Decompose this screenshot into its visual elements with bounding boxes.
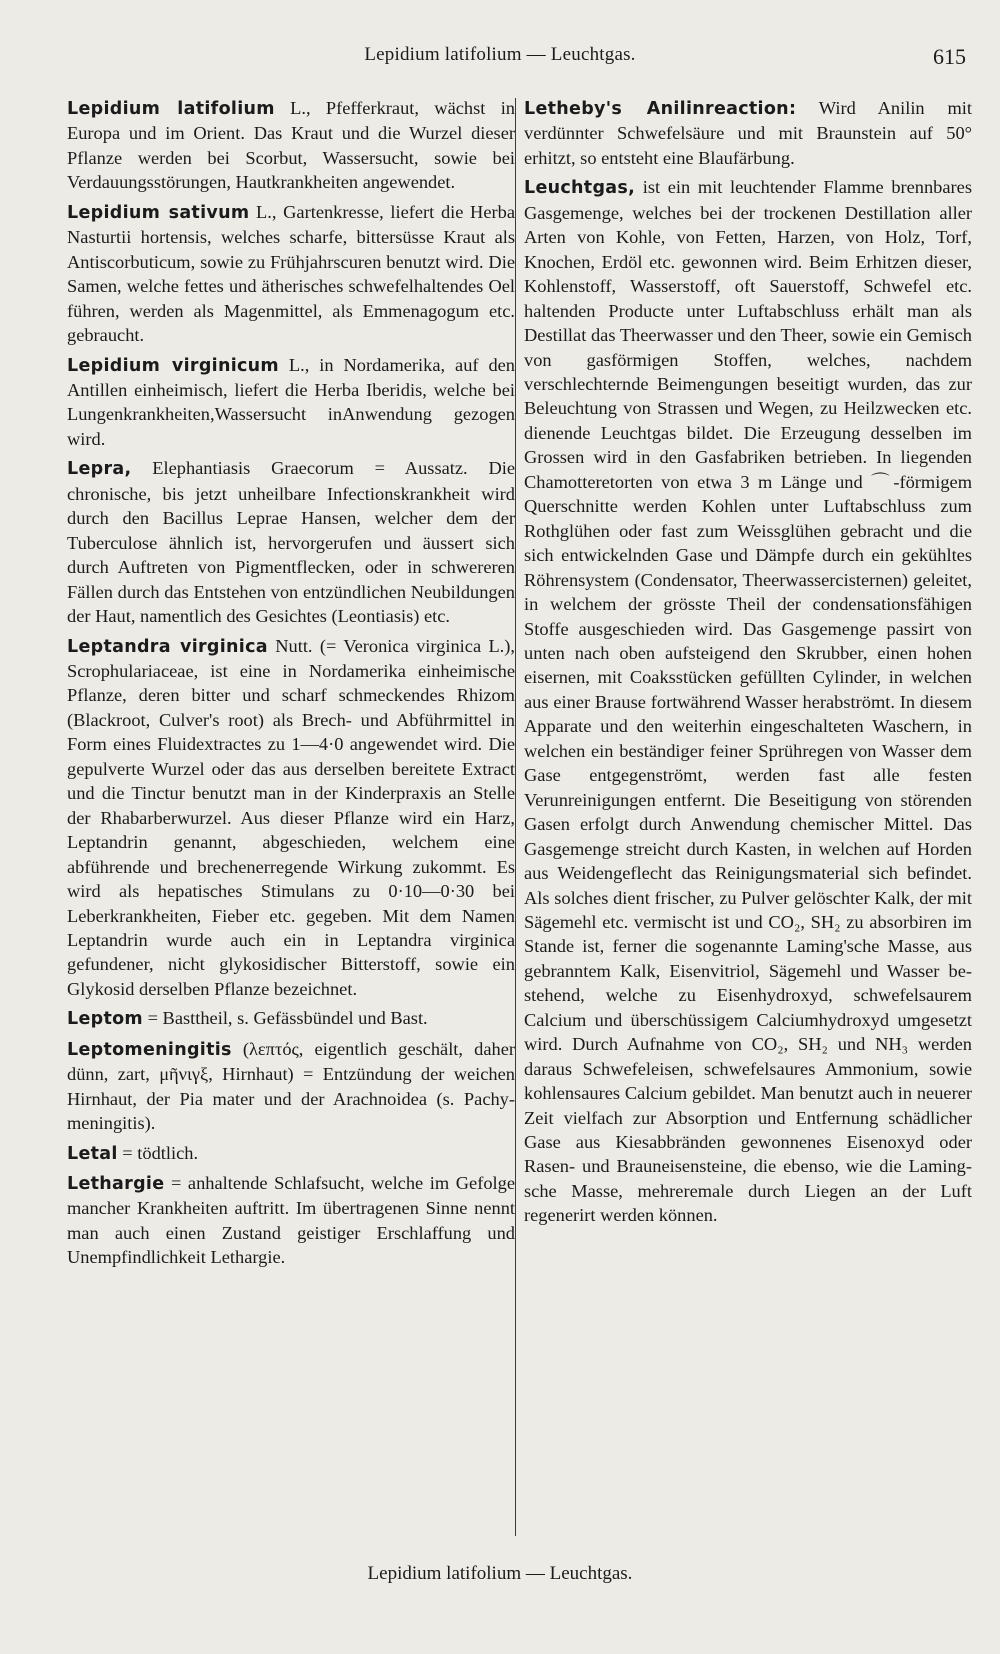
entry-text: = Basttheil, s. Gefässbündel und Bast. [142, 1008, 428, 1029]
entry-text: = tödtlich. [117, 1142, 199, 1163]
entry-leuchtgas [524, 175, 972, 1227]
entry-text: Wird Anilin mit verdünnter Schwefelsäure und mit Braunstein auf 50° erhitzt, so entsteht eine Blaufärbung. [524, 98, 972, 168]
headword: Leptom [67, 1009, 143, 1030]
entry-text: L., Pfefferkraut, wächst in Europa und im Orient. Das Kraut und die Wurzel dieser Pflanze werden bei Scorbut, Wassersucht, sowie bei Verdauungsstörungen, Hautkrankheiten angewendet. [67, 98, 516, 193]
headword: Leuchtgas, [524, 178, 636, 199]
entry-text: ist ein mit leuchtender Flamme brennbares Gasgemenge, welches bei der trockenen Destillation aller Arten von Kohle, von Fetten, Harzen, von Holz, Torf, Knochen, Erdöl etc. gewonnen wird. Beim Erhitzen dieser, Kohlenstoff, Wasserstoff, oft Sauerstoff, Schwefel etc. haltenden Producte unter Luftabschluss erhält man als Destillat das Theerwasser und den Theer, sowie ein Gemisch von gasförmigen Stoffen, welches, nachdem verschlechternde Beimengungen beseitigt wurden, das zur Beleuchtung von Strassen und Wegen, zu Heilzwecken etc. dienende Leuchtgas bildet. Die Erzeugung desselben im Grossen wird in den Gasfabriken betrieben. In liegenden Chamotteretorten von etwa 3 m Länge und ⌒-förmigem Querschnitte werden Kohlen unter Luftabschluss zum Rothglühen oder fast zum Weissglühen gebracht und die sich entwickelnden Gase und Dämpfe durch ein gekühltes Röhrensystem (Condensator, Theerwassercisternen) geleitet, in welchem der grösste Theil der condensationsfähigen Stoffe ausgeschieden wird. Das Gasgemenge passirt von unten nach oben aufsteigend den Skrubber, einen hohen eisernen, mit Coaksstücken gefüllten Cylinder, in welchen aus einer Brause fortwährend Wasser herabströmt. In diesem Apparate und den weiterhin eingeschalteten Waschern, in welchen ein beständiger feiner Sprühregen von Wasser dem Gase entgegenströmt, werden fast alle festen Verunreinigungen entfernt. Die Beseitigung von störenden Gasen erfolgt durch Anwendung chemischer Mittel. Das Gasgemenge streicht durch Kasten, in welchen auf Horden aus Weidengeflecht das Reinigungsmaterial sich befindet. Als solches dient frischer, zu Pulver gelöschter Kalk, der mit Sägemehl etc. vermischt ist und CO₂, SH₂ zu absorbiren im Stande ist, ferner die sogenannte Laming'sche Masse, aus gebranntem Kalk, Eisenvitriol, Sägemehl und Wasser bestehend, welche zu Eisenhydroxyd, schwefelsaurem Calcium und überschüssigem Calciumhydroxyd umgesetzt wird. Durch Aufnahme von CO₂, SH₂ und NH₃ werden daraus Schwefeleisen, schwefelsaures Ammonium, sowie kohlensaures Calcium gebildet. Man benutzt auch in neuerer Zeit vielfach zur Absorption und Entfernung schädlicher Gase aus Kiesabbränden gewonnenes Eisenoxyd oder Rasen- und Brauneisensteine, die ebenso, wie die Lamingsche Masse, mehreremale durch Liegen an der Luft regenerirt werden können. [524, 177, 972, 1226]
headword: Lepidium sativum [67, 202, 250, 223]
entry-text: (λεπτός, eigentlich geschält, daher dünn, zart, μῆνιγξ, Hirnhaut) = Entzündung der weichen Hirnhaut, der Pia mater und der Arachnoidea (s. Pachymeningitis). [67, 1038, 515, 1134]
headword: Leptomeningitis [67, 1039, 232, 1060]
entry-lepidium-latifolium [67, 96, 515, 195]
entry-lethargie [67, 1171, 515, 1270]
column-divider [515, 98, 516, 1536]
entry-text: = anhaltende Schlafsucht, welche im Gefolge mancher Krankheiten auftritt. Im übertragenen Sinne nennt man auch einen Zustand geistiger Erschlaffung und Unempfindlichkeit Lethargie. [67, 1173, 515, 1268]
entry-leptom [67, 1006, 515, 1031]
entry-text: Elephantiasis Graecorum = Aussatz. Die chronische, bis jetzt unheilbare Infectionskrankheit wird durch den Bacillus Leprae Hansen, welcher dem der Tuberculose ähnlich ist, hervorgerufen und äussert sich durch Auftreten von Pigmentflecken, oder in schwereren Fällen durch das Entstehen von entzündlichen Neubildungen der Haut, namentlich des Gesichtes (Leontiasis) etc. [67, 458, 515, 627]
entry-text: L., in Nordamerika, auf den Antillen einheimisch, liefert die Herba Iberidis, welche bei Lungenkrankheiten,Wassersucht inAnwendung gezogen wird. [67, 354, 515, 449]
entry-text: Nutt. (= Veronica virginica L.), Scrophulariaceae, ist eine in Nordamerika einheimische Pflanze, deren bitter und scharf schmeckendes Rhizom (Blackroot, Culver's root) als Brech- und Abführmittel in Form eines Fluidextractes zu 1—4·0 angewendet wird. Die gepulverte Wurzel oder das aus derselben bereitete Extract und die Tinctur benutzt man in der Kinderpraxis an Stelle der Rhabarberwurzel. Aus dieser Pflanze wird ein Harz, Leptandrin genannt, abgeschieden, welchem eine abführende und brechenerregende Wirkung zukommt. Es wird als hepatisches Stimulans zu 0·10—0·30 bei Leberkrankheiten, Fieber etc. gegeben. Mit dem Namen Leptandrin wurde auch ein in Leptandra virginica gefundener, nicht glykosidischer Bitterstoff, sowie ein Glykosid derselben Pflanze bezeichnet. [67, 635, 515, 999]
headword: Letal [67, 1143, 118, 1164]
page-number: 615 [933, 44, 966, 69]
left-column [67, 96, 515, 1270]
entry-lepidium-virginicum [67, 353, 515, 452]
headword: Lepra, [67, 459, 132, 480]
entry-lepidium-sativum [67, 200, 515, 348]
entry-letal [67, 1141, 515, 1166]
running-header: Lepidium latifolium — Leuchtgas. [364, 44, 636, 65]
headword: Lepidium latifolium [67, 99, 275, 119]
entry-lepra [67, 456, 515, 628]
right-column [524, 96, 972, 1228]
entry-leptandra-virginica [67, 634, 515, 1002]
page-footer: Lepidium latifolium — Leuchtgas. [367, 1563, 633, 1584]
entry-lethebys-anilinreaction [524, 96, 972, 170]
headword: Lethargie [67, 1174, 165, 1195]
entry-leptomeningitis [67, 1037, 515, 1136]
headword: Letheby's Anilinreaction: [524, 99, 797, 119]
headword: Lepidium virginicum [67, 355, 279, 376]
entry-text: L., Gartenkresse, liefert die Herba Nasturtii hortensis, welches scharfe, bittersüsse Kraut als Antiscorbuticum, sowie zu Frühjahrscuren benutzt wird. Die Samen, welche fettes und ätherisches schwefelhaltendes Oel führen, werden als Magenmittel, als Emmenagogum etc. gebraucht. [67, 201, 515, 346]
headword: Leptandra virginica [67, 636, 268, 657]
